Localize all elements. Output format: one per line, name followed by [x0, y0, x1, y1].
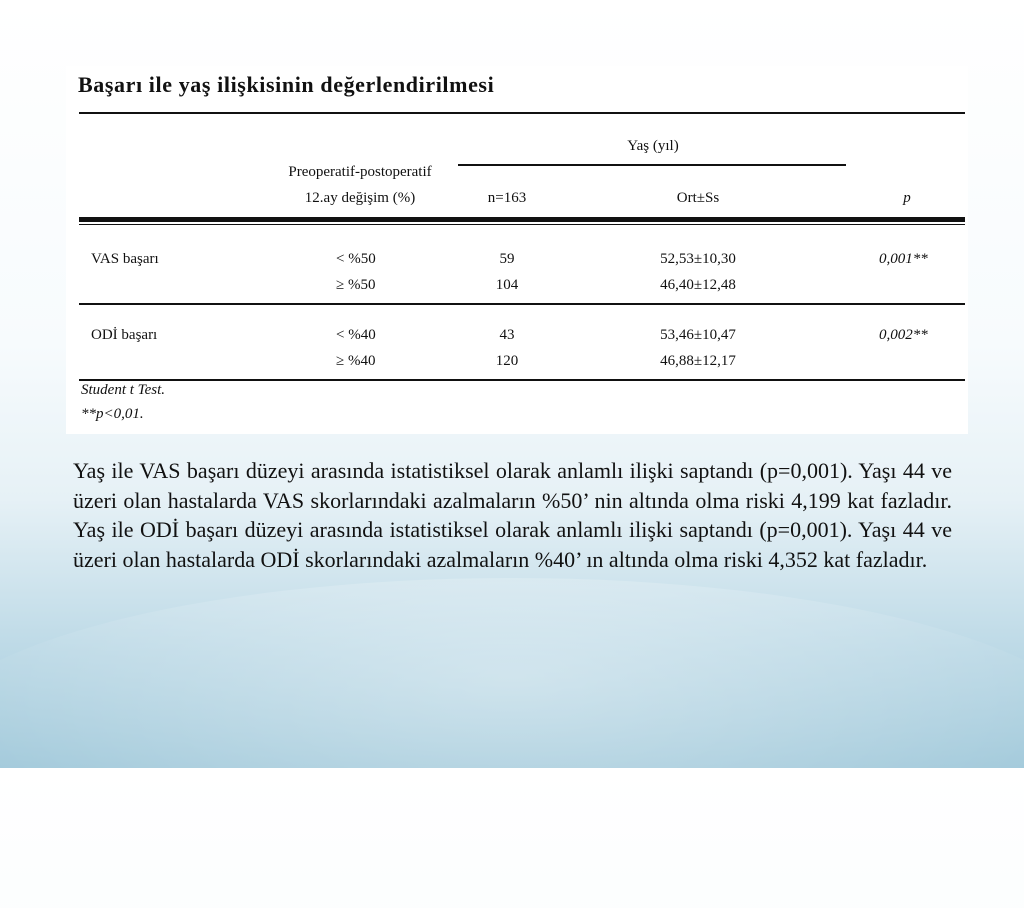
results-table	[66, 66, 968, 434]
header-change-line2: 12.ay değişim (%)	[304, 190, 416, 206]
footnote-test: Student t Test.	[81, 382, 166, 398]
row-odi-cat1: < %40	[336, 327, 376, 343]
summary-paragraph: Yaş ile VAS başarı düzeyi arasında istatistiksel olarak anlamlı ilişki saptandı (p=0,001). Yaşı 44 ve üzeri olan hastalarda VAS skorlarındaki azalmaların %50’ nin altında olma riski 4,199 kat fazladır. Yaş ile ODİ başarı düzeyi arasında istatistiksel olarak anlamlı ilişki saptandı (p=0,001). Yaşı 44 ve üzeri olan hastalarda ODİ skorlarındaki azalmaların %40’ ın altında olma riski 4,352 kat fazladır.	[73, 458, 952, 572]
row-vas-mean1: 52,53±10,30	[660, 251, 736, 267]
row-vas-mean2: 46,40±12,48	[660, 277, 736, 293]
header-mean-sd: Ort±Ss	[676, 190, 720, 206]
table-mid-rule	[79, 303, 965, 305]
header-bottom-rule-thin	[79, 224, 965, 225]
table-title: Başarı ile yaş ilişkisinin değerlendirilmesi	[78, 72, 495, 97]
header-age-rule	[458, 164, 846, 166]
header-change-line1: Preoperatif-postoperatif	[288, 164, 432, 180]
background-decoration	[0, 578, 1024, 908]
row-odi-cat2: ≥ %40	[336, 353, 376, 369]
footnote-significance: **p<0,01.	[81, 406, 144, 422]
header-bottom-rule	[79, 217, 965, 222]
header-p: p	[903, 190, 911, 206]
row-vas-cat1: < %50	[336, 251, 376, 267]
table-bottom-rule	[79, 379, 965, 381]
row-odi-label: ODİ başarı	[91, 327, 158, 343]
row-vas-n2: 104	[495, 277, 519, 293]
row-odi-n1: 43	[499, 327, 515, 343]
header-n: n=163	[487, 190, 527, 206]
row-odi-mean1: 53,46±10,47	[660, 327, 736, 343]
row-odi-mean2: 46,88±12,17	[660, 353, 736, 369]
row-vas-p: 0,001**	[879, 251, 928, 267]
row-vas-label: VAS başarı	[91, 251, 159, 267]
header-age-group: Yaş (yıl)	[627, 138, 679, 154]
row-vas-cat2: ≥ %50	[336, 277, 376, 293]
row-odi-n2: 120	[495, 353, 519, 369]
row-odi-p: 0,002**	[879, 327, 928, 343]
row-vas-n1: 59	[499, 251, 515, 267]
table-top-rule	[79, 112, 965, 114]
